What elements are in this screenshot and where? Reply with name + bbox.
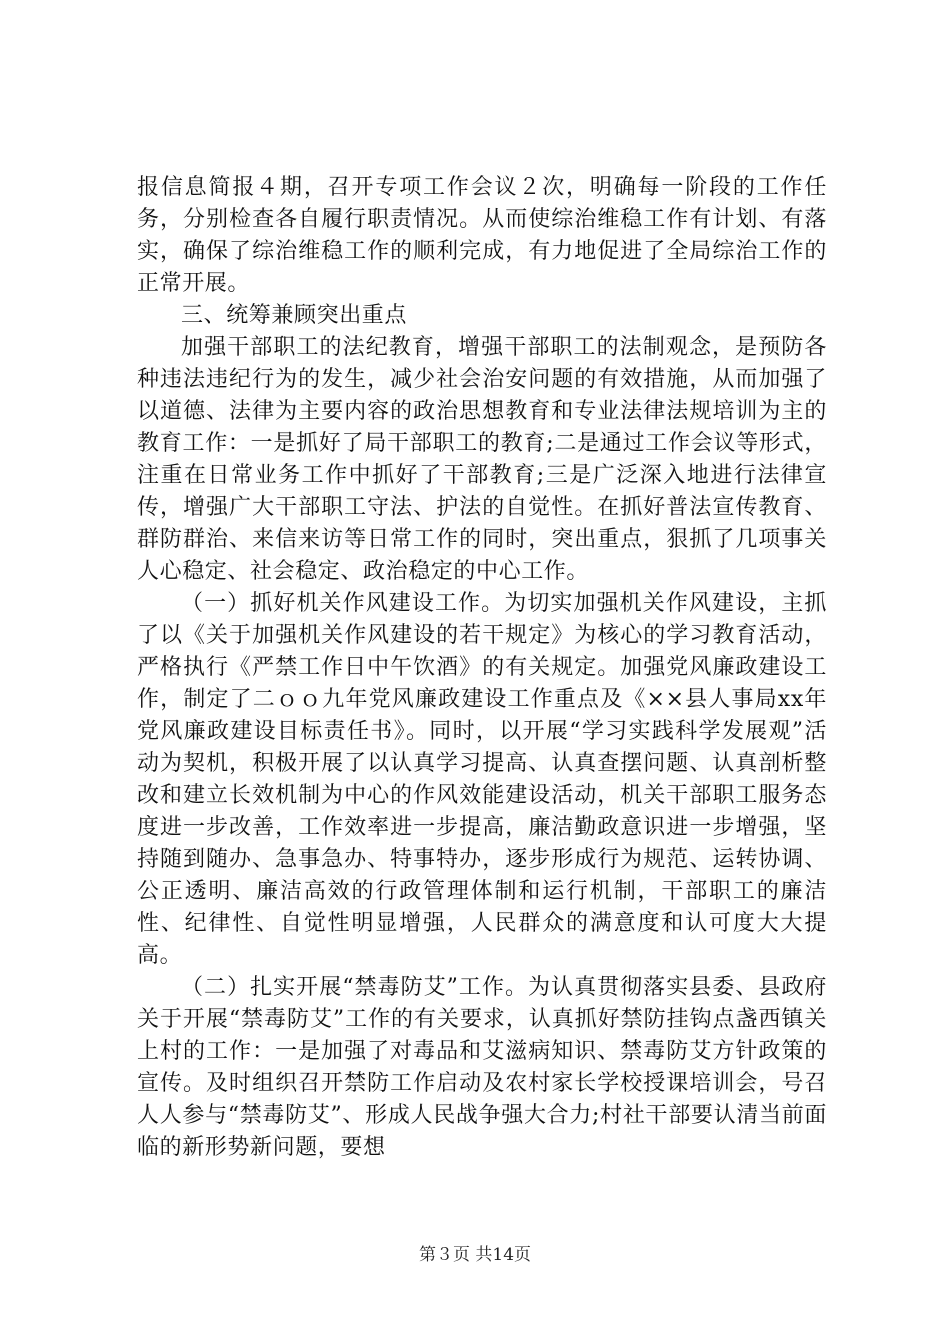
paragraph-legal-education: 加强干部职工的法纪教育，增强干部职工的法制观念，是预防各种违法违纪行为的发生，减少社会治安问题的有效措施，从而加强了以道德、法律为主要内容的政治思想教育和专业法律法规培训为主的教育工作：一是抓好了局干部职工的教育;二是通过工作会议等形式，注重在日常业务工作中抓好了干部教育;三是广泛深入地进行法律宣传，增强广大干部职工守法、护法的自觉性。在抓好普法宣传教育、群防群治、来信来访等日常工作的同时，突出重点，狠抓了几项事关人心稳定、社会稳定、政治稳定的中心工作。 [137,335,827,584]
page-number-footer: 第３页 共14页 [418,1245,532,1265]
paragraph-anti-drug: （二）扎实开展“禁毒防艾”工作。为认真贯彻落实县委、县政府关于开展“禁毒防艾”工作的有关要求，认真抓好禁防挂钩点盏西镇关上村的工作：一是加强了对毒品和艾滋病知识、禁毒防艾方针政策的宣传。及时组织召开禁防工作启动及农村家长学校授课培训会，号召人人参与“禁毒防艾”、形成人民战争强大合力;村社干部要认清当前面临的新形势新问题，要想 [137,975,827,1160]
document-body [137,172,827,1164]
paragraph-work-style: （一）抓好机关作风建设工作。为切实加强机关作风建设，主抓了以《关于加强机关作风建设的若干规定》为核心的学习教育活动，严格执行《严禁工作日中午饮酒》的有关规定。加强党风廉政建设工作，制定了二ｏｏ九年党风廉政建设工作重点及《××县人事局xx年党风廉政建设目标责任书》。同时，以开展“学习实践科学发展观”活动为契机，积极开展了以认真学习提高、认真查摆问题、认真剖析整改和建立长效机制为中心的作风效能建设活动，机关干部职工服务态度进一步改善，工作效率进一步提高，廉洁勤政意识进一步增强，坚持随到随办、急事急办、特事特办，逐步形成行为规范、运转协调、公正透明、廉洁高效的行政管理体制和运行机制，干部职工的廉洁性、纪律性、自觉性明显增强，人民群众的满意度和认可度大大提高。 [137,591,827,968]
section-heading: 三、统筹兼顾突出重点 [181,303,408,328]
paragraph-continuation: 报信息简报４期，召开专项工作会议２次，明确每一阶段的工作任务，分别检查各自履行职责情况。从而使综治维稳工作有计划、有落实，确保了综治维稳工作的顺利完成，有力地促进了全局综治工作的正常开展。 [137,175,827,296]
